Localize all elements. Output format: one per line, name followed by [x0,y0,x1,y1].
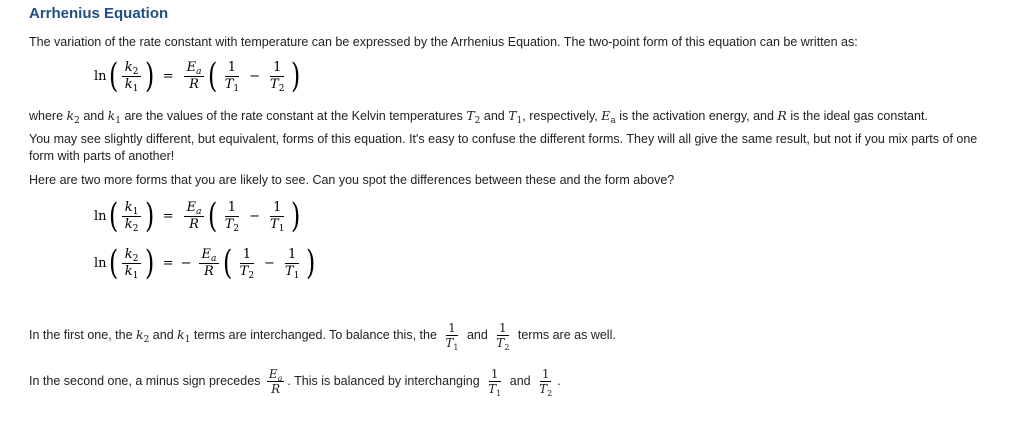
note-text: You may see slightly different, but equivalent, forms of this equation. It's easy to confuse the different forms. They will all give the same result, but not if you mix parts of one form with parts of another! [29,132,978,163]
page-title: Arrhenius Equation [29,5,169,22]
two-forms-text: Here are two more forms that you are likely to see. Can you spot the differences between these and the form above? [29,173,675,187]
where-text: where $k_2$ and $k_1$ are the values of the rate constant at the Kelvin temperatures $T_2$ and $T_1$, respectively, $E_a$ is the activation energy, and R is the ideal gas constant. [29,108,928,126]
second-explanation: In the second one, a minus sign precedes $\frac{E_a}{R}$ . This is balanced by interchanging $\frac{1}{T_1}$ and $\frac{1}{T_2}$ . [29,367,561,399]
equation-form-2: ln ( $\frac{k_2}{k_1}$ ) = − $\frac{E_a}{R}$ ( $\frac{1}{T_2}$ − $\frac{1}{T_1}$ ) [94,243,316,283]
equation-form-1: ln ( $\frac{k_1}{k_2}$ ) = $\frac{E_a}{R}$ ( $\frac{1}{T_2}$ − $\frac{1}{T_1}$ ) [94,196,301,236]
first-explanation: In the first one, the $k_2$ and $k_1$ terms are interchanged. To balance this, the $\frac{1}{T_1}$ and $\frac{1}{T_2}$ terms are as well. [29,321,616,353]
equation-main: ln ( $\frac{k_2}{k_1}$ ) = $\frac{E_a}{R}$ ( $\frac{1}{T_1}$ − $\frac{1}{T_2}$ ) [94,56,301,96]
intro-text: The variation of the rate constant with temperature can be expressed by the Arrhenius Equation. The two-point form of this equation can be written as: [29,35,858,49]
